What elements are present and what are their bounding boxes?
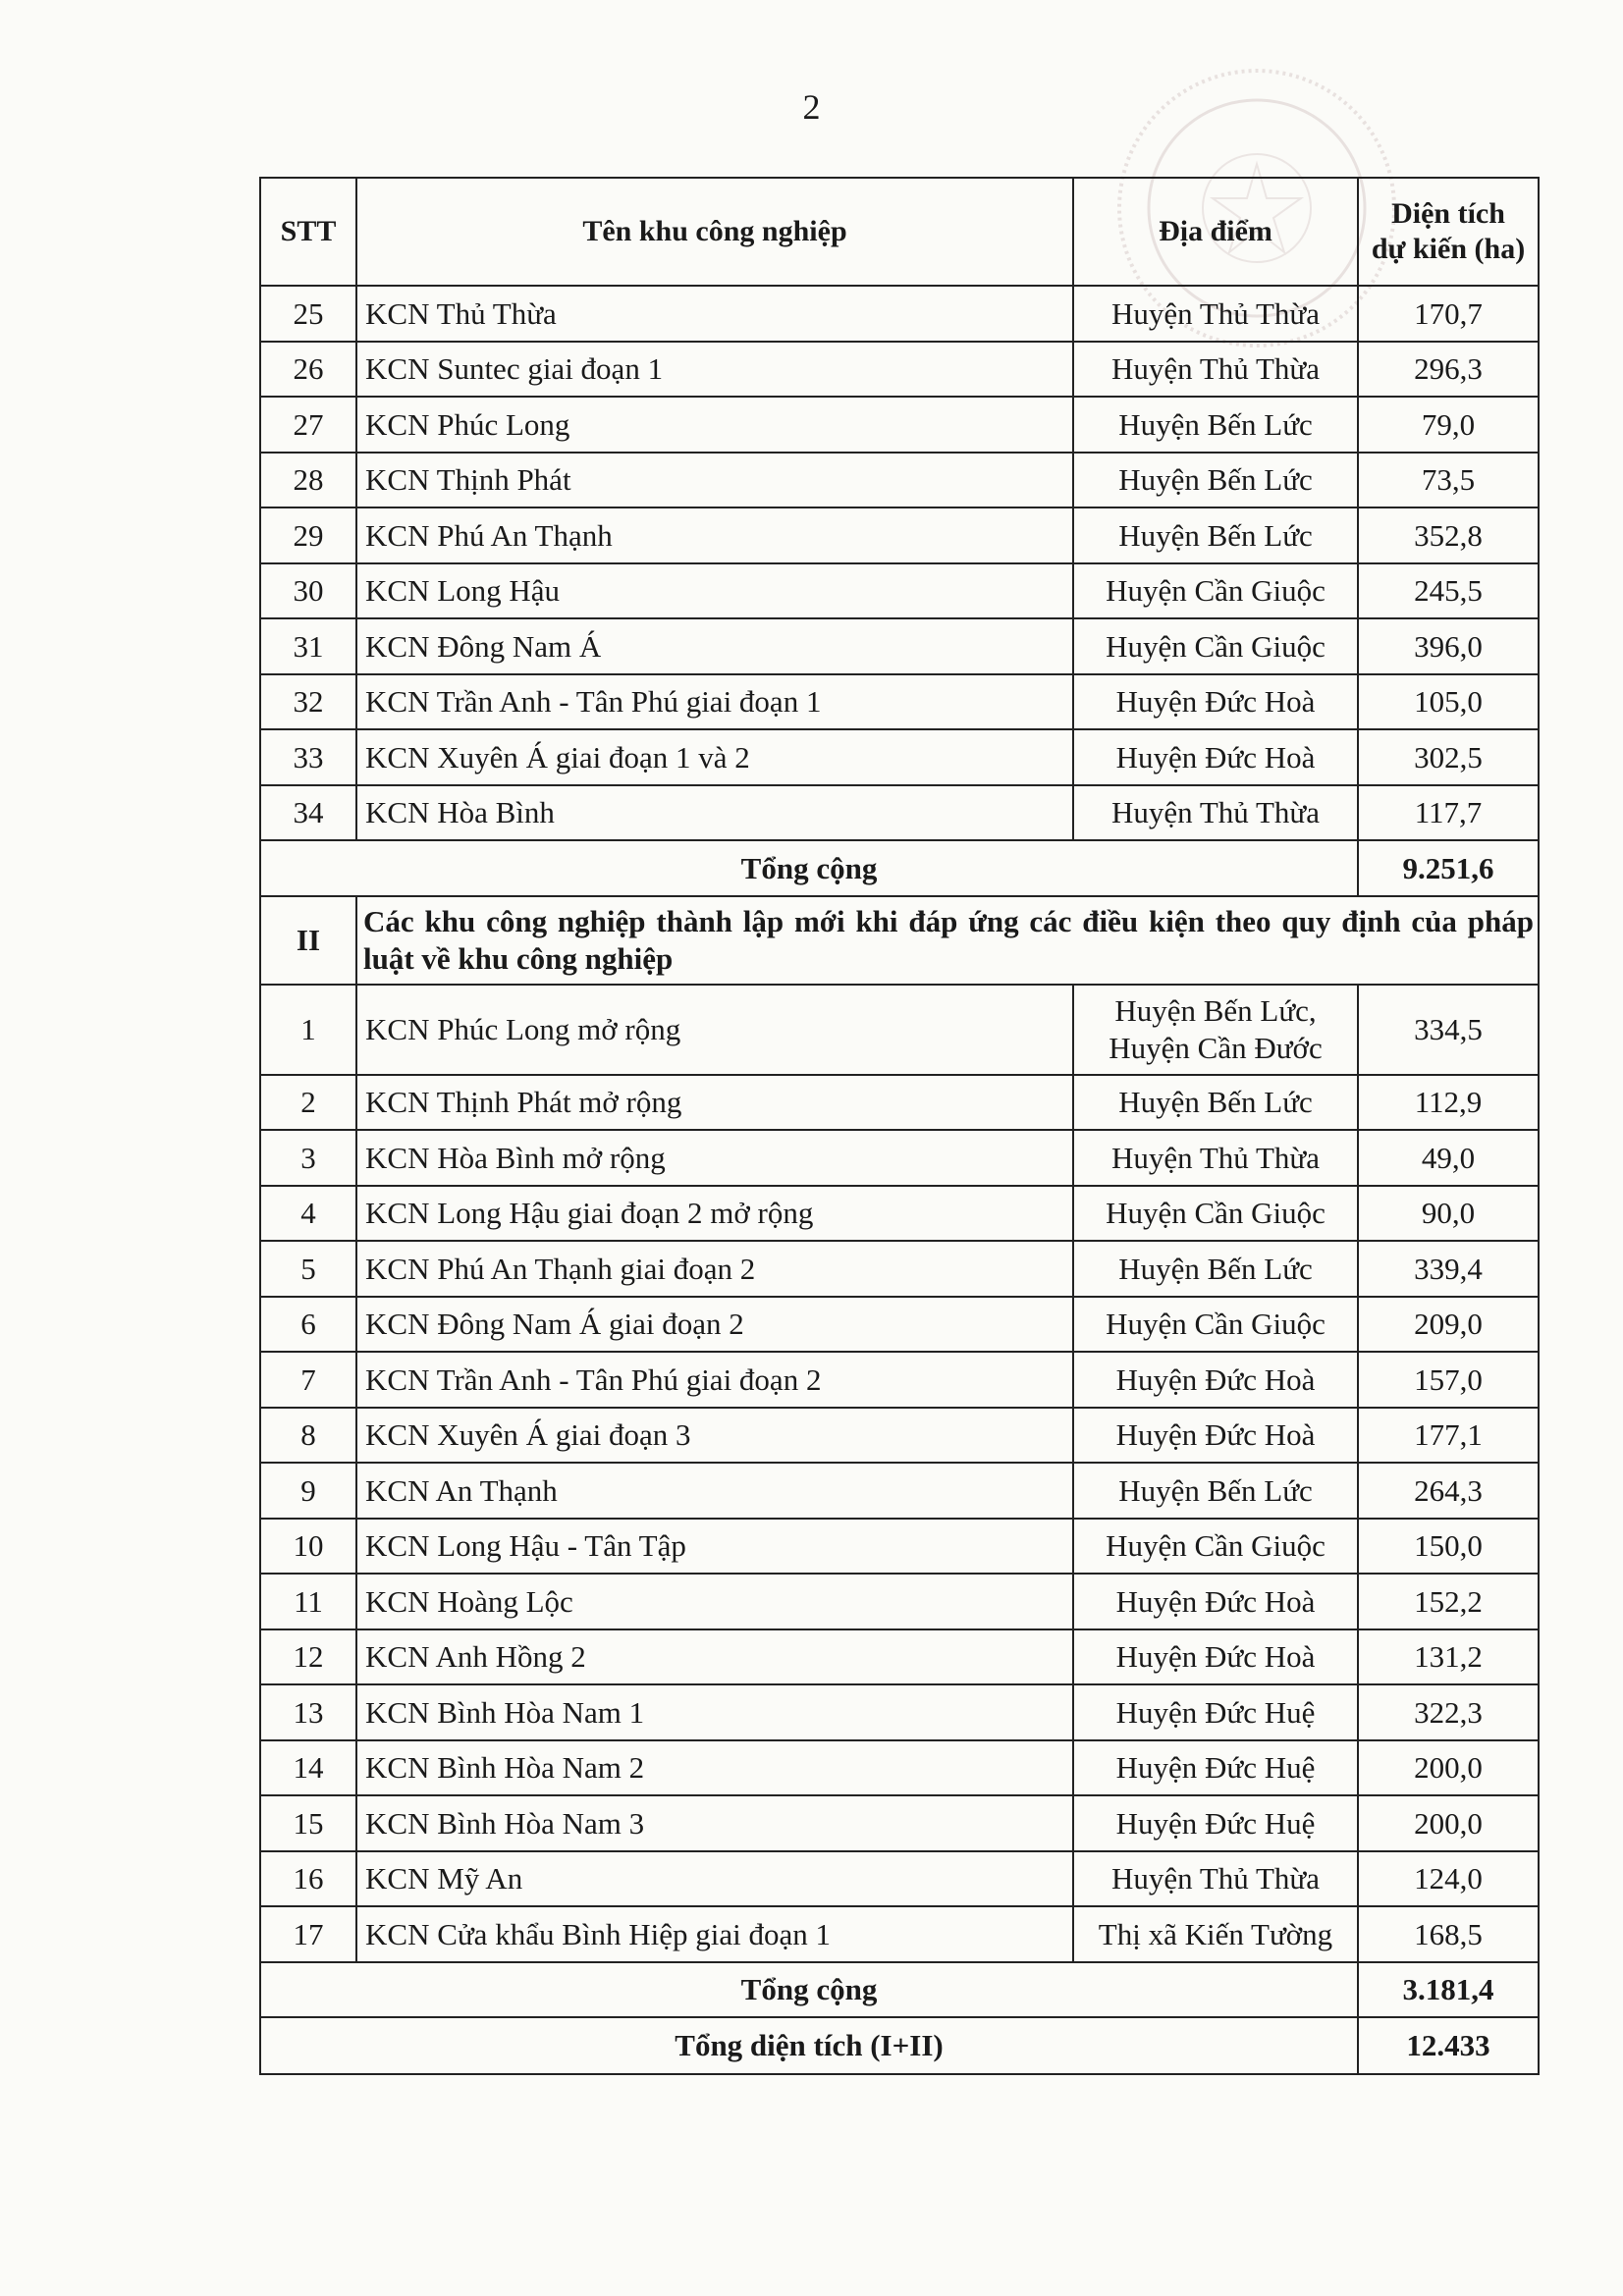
section1-total-label: Tổng cộng (260, 840, 1358, 896)
row-area: 112,9 (1358, 1075, 1539, 1131)
row-stt: 7 (260, 1352, 356, 1408)
section2-total-value: 3.181,4 (1358, 1962, 1539, 2018)
row-name: KCN Bình Hòa Nam 3 (356, 1795, 1073, 1851)
section2-total (260, 1962, 1539, 2018)
row-name: KCN Đông Nam Á giai đoạn 2 (356, 1297, 1073, 1353)
table-row (260, 729, 1539, 785)
row-name: KCN Hoàng Lộc (356, 1574, 1073, 1629)
row-stt: 26 (260, 342, 356, 398)
row-area: 200,0 (1358, 1795, 1539, 1851)
table-row (260, 674, 1539, 730)
table-row (260, 1740, 1539, 1796)
row-stt: 33 (260, 729, 356, 785)
table-row (260, 453, 1539, 508)
row-name: KCN An Thạnh (356, 1463, 1073, 1519)
row-name: KCN Trần Anh - Tân Phú giai đoạn 1 (356, 674, 1073, 730)
header-area-line1: Diện tích (1391, 197, 1505, 230)
row-stt: 2 (260, 1075, 356, 1131)
row-area: 339,4 (1358, 1241, 1539, 1297)
row-name: KCN Thịnh Phát mở rộng (356, 1075, 1073, 1131)
grand-total-label: Tổng diện tích (I+II) (260, 2017, 1358, 2074)
row-name: KCN Xuyên Á giai đoạn 3 (356, 1408, 1073, 1464)
row-name: KCN Mỹ An (356, 1851, 1073, 1907)
row-area: 79,0 (1358, 397, 1539, 453)
row-stt: 4 (260, 1186, 356, 1242)
row-location: Huyện Đức Huệ (1073, 1740, 1358, 1796)
row-stt: 34 (260, 785, 356, 841)
table-row (260, 563, 1539, 619)
row-stt: 25 (260, 286, 356, 342)
header-row (260, 178, 1539, 286)
row-location: Huyện Cần Giuộc (1073, 1297, 1358, 1353)
row-location: Huyện Đức Hoà (1073, 1574, 1358, 1629)
row-stt: 15 (260, 1795, 356, 1851)
header-name: Tên khu công nghiệp (356, 178, 1073, 286)
row-stt: 3 (260, 1130, 356, 1186)
row-area: 177,1 (1358, 1408, 1539, 1464)
table-row (260, 985, 1539, 1075)
table-row (260, 1352, 1539, 1408)
row-stt: 32 (260, 674, 356, 730)
row-name: KCN Bình Hòa Nam 1 (356, 1684, 1073, 1740)
row-location: Huyện Thủ Thừa (1073, 1851, 1358, 1907)
header-stt: STT (260, 178, 356, 286)
grand-total (260, 2017, 1539, 2074)
industrial-zone-table (259, 177, 1540, 2075)
row-name: KCN Xuyên Á giai đoạn 1 và 2 (356, 729, 1073, 785)
row-name: KCN Phú An Thạnh giai đoạn 2 (356, 1241, 1073, 1297)
row-name: KCN Long Hậu - Tân Tập (356, 1519, 1073, 1575)
row-location: Huyện Bến Lức (1073, 1075, 1358, 1131)
row-area: 117,7 (1358, 785, 1539, 841)
row-location: Huyện Đức Huệ (1073, 1684, 1358, 1740)
row-stt: 1 (260, 985, 356, 1075)
table-row (260, 507, 1539, 563)
section1-total (260, 840, 1539, 896)
table-row (260, 1795, 1539, 1851)
row-area: 73,5 (1358, 453, 1539, 508)
row-location: Huyện Bến Lức (1073, 1463, 1358, 1519)
row-name: KCN Đông Nam Á (356, 618, 1073, 674)
row-location: Huyện Cần Giuộc (1073, 618, 1358, 674)
row-name: KCN Long Hậu giai đoạn 2 mở rộng (356, 1186, 1073, 1242)
section2-header (260, 896, 1539, 985)
table-row (260, 1684, 1539, 1740)
row-location: Huyện Bến Lức (1073, 1241, 1358, 1297)
row-name: KCN Hòa Bình (356, 785, 1073, 841)
row-location: Huyện Đức Huệ (1073, 1795, 1358, 1851)
header-area (1358, 178, 1539, 286)
row-location: Huyện Đức Hoà (1073, 1352, 1358, 1408)
table-row (260, 1241, 1539, 1297)
row-stt: 17 (260, 1906, 356, 1962)
section2-total-label: Tổng cộng (260, 1962, 1358, 2018)
grand-total-value: 12.433 (1358, 2017, 1539, 2074)
row-stt: 31 (260, 618, 356, 674)
row-location: Huyện Đức Hoà (1073, 729, 1358, 785)
row-stt: 8 (260, 1408, 356, 1464)
row-name: KCN Hòa Bình mở rộng (356, 1130, 1073, 1186)
header-location: Địa điểm (1073, 178, 1358, 286)
section2-roman: II (260, 896, 356, 985)
row-stt: 9 (260, 1463, 356, 1519)
section1-total-value: 9.251,6 (1358, 840, 1539, 896)
row-name: KCN Suntec giai đoạn 1 (356, 342, 1073, 398)
row-location: Huyện Đức Hoà (1073, 1629, 1358, 1685)
row-location: Huyện Thủ Thừa (1073, 785, 1358, 841)
row-name: KCN Thủ Thừa (356, 286, 1073, 342)
table-row (260, 1629, 1539, 1685)
row-location: Huyện Bến Lức (1073, 397, 1358, 453)
row-location: Huyện Thủ Thừa (1073, 1130, 1358, 1186)
row-stt: 5 (260, 1241, 356, 1297)
row-area: 396,0 (1358, 618, 1539, 674)
row-area: 49,0 (1358, 1130, 1539, 1186)
table-row (260, 1851, 1539, 1907)
row-area: 105,0 (1358, 674, 1539, 730)
row-location-line1: Huyện Bến Lức, (1114, 993, 1317, 1029)
row-name: KCN Thịnh Phát (356, 453, 1073, 508)
row-name: KCN Bình Hòa Nam 2 (356, 1740, 1073, 1796)
row-area: 157,0 (1358, 1352, 1539, 1408)
table-row (260, 286, 1539, 342)
row-name: KCN Cửa khẩu Bình Hiệp giai đoạn 1 (356, 1906, 1073, 1962)
table-row (260, 1574, 1539, 1629)
table-row (260, 618, 1539, 674)
row-location: Huyện Đức Hoà (1073, 674, 1358, 730)
row-stt: 27 (260, 397, 356, 453)
row-name: KCN Long Hậu (356, 563, 1073, 619)
row-stt: 14 (260, 1740, 356, 1796)
row-area: 90,0 (1358, 1186, 1539, 1242)
row-area: 334,5 (1358, 985, 1539, 1075)
row-stt: 10 (260, 1519, 356, 1575)
row-area: 322,3 (1358, 1684, 1539, 1740)
row-location: Huyện Đức Hoà (1073, 1408, 1358, 1464)
row-location: Huyện Bến Lức (1073, 453, 1358, 508)
table-row (260, 1075, 1539, 1131)
table-row (260, 1519, 1539, 1575)
row-name: KCN Phúc Long (356, 397, 1073, 453)
row-stt: 16 (260, 1851, 356, 1907)
row-stt: 11 (260, 1574, 356, 1629)
row-location: Huyện Cần Giuộc (1073, 1186, 1358, 1242)
table-row (260, 1297, 1539, 1353)
row-location (1073, 985, 1358, 1075)
row-area: 296,3 (1358, 342, 1539, 398)
row-area: 168,5 (1358, 1906, 1539, 1962)
row-area: 170,7 (1358, 286, 1539, 342)
row-stt: 28 (260, 453, 356, 508)
row-area: 124,0 (1358, 1851, 1539, 1907)
row-name: KCN Trần Anh - Tân Phú giai đoạn 2 (356, 1352, 1073, 1408)
row-stt: 6 (260, 1297, 356, 1353)
row-area: 352,8 (1358, 507, 1539, 563)
header-area-line2: dự kiến (ha) (1371, 233, 1526, 265)
table-row (260, 342, 1539, 398)
row-area: 200,0 (1358, 1740, 1539, 1796)
table-row (260, 397, 1539, 453)
table-row (260, 1408, 1539, 1464)
table-row (260, 1463, 1539, 1519)
page-number: 2 (802, 87, 821, 127)
row-area: 209,0 (1358, 1297, 1539, 1353)
row-location: Huyện Bến Lức (1073, 507, 1358, 563)
row-area: 150,0 (1358, 1519, 1539, 1575)
row-name: KCN Phúc Long mở rộng (356, 985, 1073, 1075)
row-location-line2: Huyện Cần Đước (1109, 1030, 1323, 1065)
row-area: 302,5 (1358, 729, 1539, 785)
table-row (260, 1186, 1539, 1242)
row-area: 245,5 (1358, 563, 1539, 619)
row-name: KCN Anh Hồng 2 (356, 1629, 1073, 1685)
row-stt: 29 (260, 507, 356, 563)
row-stt: 30 (260, 563, 356, 619)
row-area: 152,2 (1358, 1574, 1539, 1629)
row-location: Huyện Thủ Thừa (1073, 286, 1358, 342)
table-row (260, 1906, 1539, 1962)
row-area: 264,3 (1358, 1463, 1539, 1519)
row-location: Thị xã Kiến Tường (1073, 1906, 1358, 1962)
row-location: Huyện Cần Giuộc (1073, 563, 1358, 619)
table-row (260, 1130, 1539, 1186)
row-area: 131,2 (1358, 1629, 1539, 1685)
row-name: KCN Phú An Thạnh (356, 507, 1073, 563)
section2-title: Các khu công nghiệp thành lập mới khi đáp ứng các điều kiện theo quy định của pháp luật về khu công nghiệp (356, 896, 1539, 985)
row-stt: 12 (260, 1629, 356, 1685)
table-row (260, 785, 1539, 841)
row-location: Huyện Thủ Thừa (1073, 342, 1358, 398)
row-location: Huyện Cần Giuộc (1073, 1519, 1358, 1575)
row-stt: 13 (260, 1684, 356, 1740)
